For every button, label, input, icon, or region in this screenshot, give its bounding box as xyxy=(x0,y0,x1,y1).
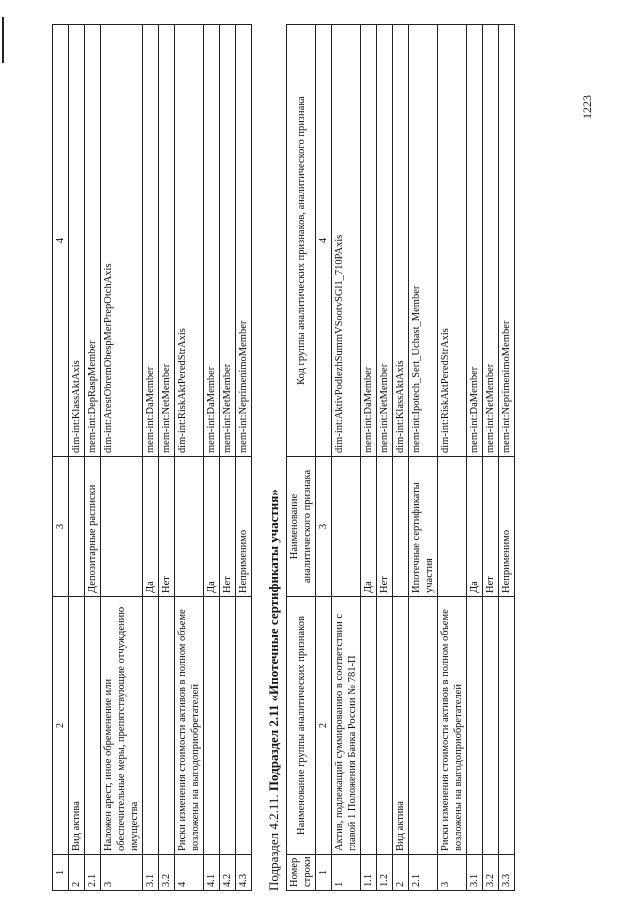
table-cell xyxy=(499,597,515,855)
table-cell: Да xyxy=(143,457,159,597)
table-row xyxy=(143,25,159,891)
table-cell: Да xyxy=(467,457,483,597)
table-row xyxy=(101,25,143,891)
header-cell: Наименование аналитического признака xyxy=(287,457,316,597)
table-cell: 2.1 xyxy=(409,855,438,891)
header-cell: Номер строки xyxy=(287,855,316,891)
table-cell: 4 xyxy=(175,855,204,891)
table-cell: mem-int:DaMember xyxy=(361,25,377,457)
header-number-cell: 4 xyxy=(316,25,332,457)
table-cell xyxy=(159,597,175,855)
caption-prefix: Подраздел 4.2.11. xyxy=(266,794,281,891)
table-cell: mem-int:Ipotech_Sert_Uchast_Member xyxy=(409,25,438,457)
table-row xyxy=(438,25,467,891)
table-cell: mem-int:NetMember xyxy=(159,25,175,457)
table-cell: Ипотечные сертификаты участия xyxy=(409,457,438,597)
table-cell xyxy=(236,597,252,855)
table-header-row xyxy=(287,25,316,891)
table-cell: dim-int:KlassAktAxis xyxy=(69,25,85,457)
table-cell: 2.1 xyxy=(85,855,101,891)
table-cell: 3.1 xyxy=(143,855,159,891)
table-cell: Вид актива xyxy=(393,597,409,855)
table-cell: 4.1 xyxy=(204,855,220,891)
table-cell: dim-int:RiskAktPeredStrAxis xyxy=(438,25,467,457)
table-cell xyxy=(220,597,236,855)
table-cell: 4.2 xyxy=(220,855,236,891)
table-top xyxy=(52,24,252,891)
header-cell: 4 xyxy=(53,25,69,457)
page-number: 1223 xyxy=(580,95,594,119)
table-cell: Вид актива xyxy=(69,597,85,855)
table-row xyxy=(499,25,515,891)
table-cell: dim-int:KlassAktAxis xyxy=(393,25,409,457)
table-cell xyxy=(332,457,361,597)
table-cell xyxy=(467,597,483,855)
table-cell: dim-int:ArestObremObespMerPrepOtchAxis xyxy=(101,25,143,457)
table-row xyxy=(377,25,393,891)
table-cell: 3 xyxy=(438,855,467,891)
table-header-row xyxy=(53,25,69,891)
table-cell: mem-int:DaMember xyxy=(204,25,220,457)
table-cell: Да xyxy=(204,457,220,597)
table-row xyxy=(159,25,175,891)
table-cell: 3.2 xyxy=(159,855,175,891)
table-cell: 2 xyxy=(393,855,409,891)
table-cell: Неприменимо xyxy=(236,457,252,597)
table-cell xyxy=(101,457,143,597)
table-cell: 2 xyxy=(69,855,85,891)
table-cell xyxy=(143,597,159,855)
table-cell: dim-int:AktivPodlezhSummVSootvSGl1_710PAxis xyxy=(332,25,361,457)
table-row xyxy=(85,25,101,891)
table-cell: Да xyxy=(361,457,377,597)
table-row xyxy=(361,25,377,891)
header-number-cell: 1 xyxy=(316,855,332,891)
table-row xyxy=(69,25,85,891)
table-cell: 3.3 xyxy=(499,855,515,891)
table-cell: 1.1 xyxy=(361,855,377,891)
table-cell: 4.3 xyxy=(236,855,252,891)
table-cell: mem-int:NetMember xyxy=(220,25,236,457)
table-cell: mem-int:DaMember xyxy=(143,25,159,457)
table-row xyxy=(236,25,252,891)
table-cell xyxy=(85,597,101,855)
scan-mark xyxy=(2,17,4,63)
table-cell: Нет xyxy=(377,457,393,597)
table-row xyxy=(393,25,409,891)
table-row xyxy=(467,25,483,891)
header-cell: 3 xyxy=(53,457,69,597)
table-cell xyxy=(204,597,220,855)
table-cell xyxy=(69,457,85,597)
table-cell xyxy=(393,457,409,597)
table-cell: 3.1 xyxy=(467,855,483,891)
table-cell: Актив, подлежащий суммированию в соответствии с главой 1 Положения Банка России № 781-П xyxy=(332,597,361,855)
table-cell: dim-int:RiskAktPeredStrAxis xyxy=(175,25,204,457)
table-cell: Наложен арест, иное обременение или обеспечительные меры, препятствующие отчуждению имущества xyxy=(101,597,143,855)
header-number-cell: 2 xyxy=(316,597,332,855)
table-cell: mem-int:NetMember xyxy=(483,25,499,457)
header-cell: Наименование группы аналитических признаков xyxy=(287,597,316,855)
table-header-number-row xyxy=(316,25,332,891)
table-cell xyxy=(377,597,393,855)
table-cell: Риски изменения стоимости активов в полном объеме возложены на выгодоприобретателей xyxy=(438,597,467,855)
table-cell xyxy=(409,597,438,855)
table-cell: 1 xyxy=(332,855,361,891)
table-row xyxy=(483,25,499,891)
table-cell xyxy=(438,457,467,597)
table-cell: Депозитарные расписки xyxy=(85,457,101,597)
table-cell xyxy=(361,597,377,855)
table-mortgage-certificates xyxy=(286,24,515,891)
header-cell: 1 xyxy=(53,855,69,891)
table-cell: 3.2 xyxy=(483,855,499,891)
table-cell: mem-int:DaMember xyxy=(467,25,483,457)
table-cell: Нет xyxy=(220,457,236,597)
caption-title: Подраздел 2.11 «Ипотечные сертификаты участия» xyxy=(266,489,281,792)
table-cell xyxy=(175,457,204,597)
table-row xyxy=(220,25,236,891)
table-cell: mem-int:NeprimenimoMember xyxy=(499,25,515,457)
header-number-cell: 3 xyxy=(316,457,332,597)
table-cell: mem-int:DepRaspMember xyxy=(85,25,101,457)
table-cell: 1.2 xyxy=(377,855,393,891)
table-cell: Нет xyxy=(483,457,499,597)
table-cell xyxy=(483,597,499,855)
header-cell: 2 xyxy=(53,597,69,855)
header-cell: Код группы аналитических признаков, аналитического признака xyxy=(287,25,316,457)
table-cell: Риски изменения стоимости активов в полном объеме возложены на выгодоприобретателей xyxy=(175,597,204,855)
section-caption xyxy=(266,21,282,891)
table-row xyxy=(175,25,204,891)
table-row xyxy=(332,25,361,891)
table-cell: Неприменимо xyxy=(499,457,515,597)
table-row xyxy=(204,25,220,891)
table-cell: Нет xyxy=(159,457,175,597)
table-cell: mem-int:NeprimenimoMember xyxy=(236,25,252,457)
table-row xyxy=(409,25,438,891)
table-cell: 3 xyxy=(101,855,143,891)
table-cell: mem-int:NetMember xyxy=(377,25,393,457)
